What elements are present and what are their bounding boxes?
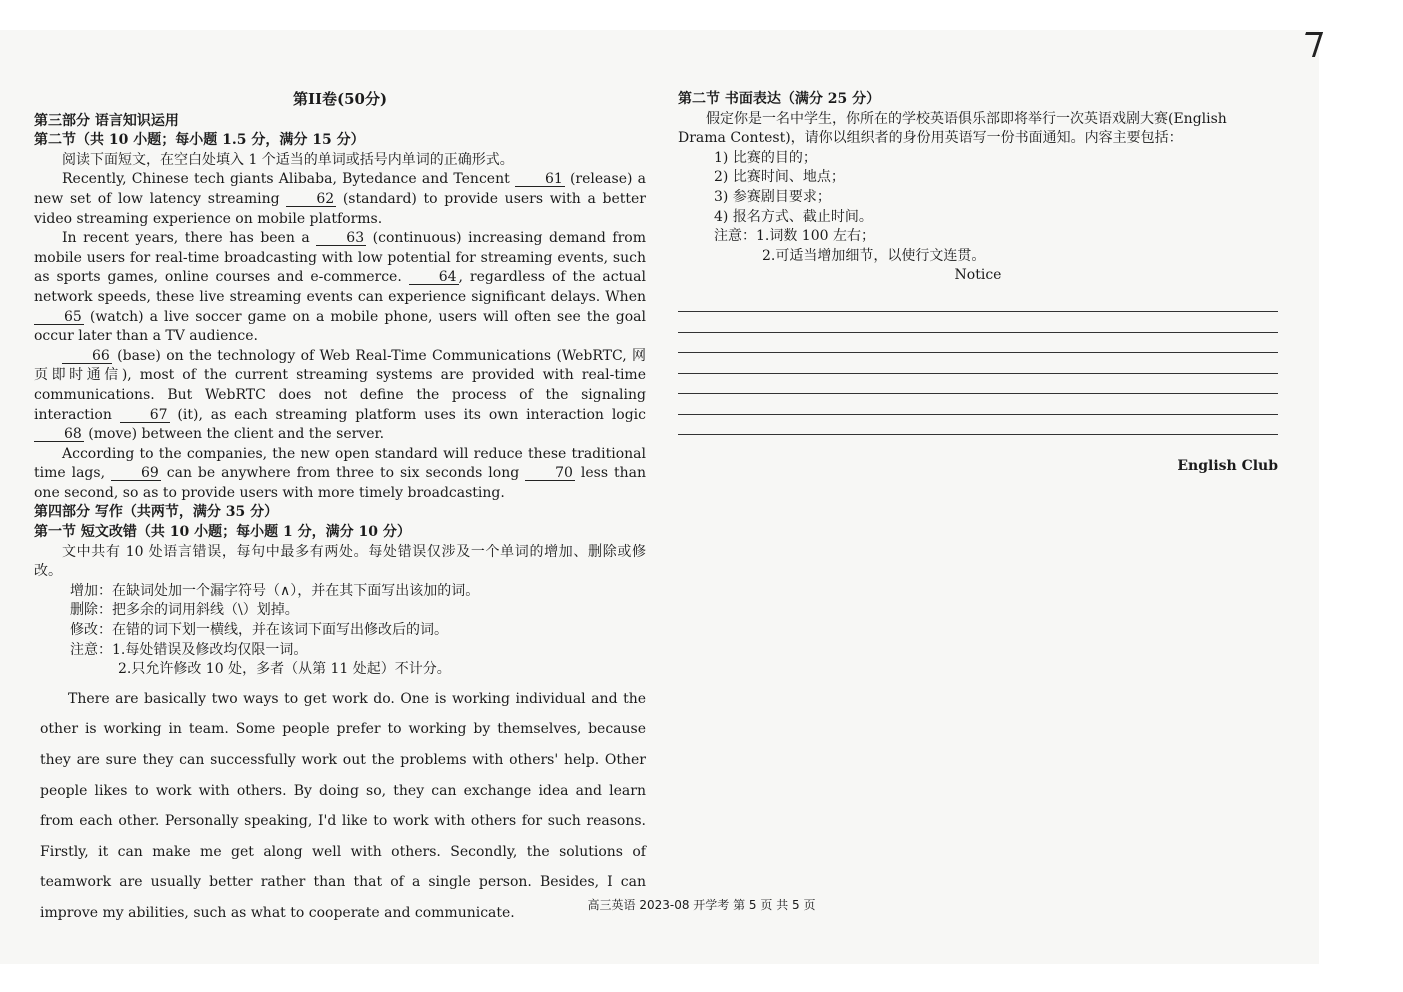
answer-line[interactable] bbox=[678, 333, 1278, 354]
passage-paragraph-1 bbox=[34, 170, 646, 229]
answer-line[interactable] bbox=[678, 394, 1278, 415]
passage-text: (standard) to provide users with a better video streaming experience on mobile platforms. bbox=[34, 190, 646, 227]
writing-note-1: 注意：1.词数 100 左右； bbox=[714, 228, 875, 245]
requirement-item-3: 3) 参赛剧目要求； bbox=[714, 188, 831, 205]
writing-prompt: 假定你是一名中学生，你所在的学校英语俱乐部即将举行一次英语戏剧大赛(English Drama Contest)，请你以组织者的身份用英语写一份书面通知。内容主要包括： bbox=[678, 110, 1227, 147]
requirement-item-1: 1) 比赛的目的； bbox=[714, 149, 817, 166]
scan-border-right bbox=[1319, 0, 1403, 992]
passage-text: (move) between the client and the server. bbox=[83, 426, 385, 443]
answer-line[interactable] bbox=[678, 292, 1278, 313]
blank-63[interactable]: 63 bbox=[316, 231, 366, 246]
rule-add: 增加：在缺词处加一个漏字符号（∧），并在其下面写出该加的词。 bbox=[70, 582, 480, 599]
answer-line[interactable] bbox=[678, 353, 1278, 374]
rule-modify: 修改：在错的词下划一横线，并在该词下面写出修改后的词。 bbox=[70, 622, 448, 639]
passage-text: According to the companies, the new open standard will reduce these traditional time lags, bbox=[34, 445, 646, 482]
part4-heading: 第四部分 写作（共两节，满分 35 分） bbox=[34, 504, 279, 521]
blank-66[interactable]: 66 bbox=[62, 349, 112, 364]
blank-62[interactable]: 62 bbox=[286, 192, 336, 207]
blank-65[interactable]: 65 bbox=[34, 310, 84, 325]
passage-text: less than one second, so as to provide users with more timely broadcasting. bbox=[34, 465, 646, 501]
passage-text: (release) a new set of low latency streaming bbox=[34, 171, 647, 207]
blank-67[interactable]: 67 bbox=[120, 408, 170, 423]
passage-text: In recent years, there has been a bbox=[62, 230, 317, 247]
answer-line[interactable] bbox=[678, 374, 1278, 395]
correction-instruction: 文中共有 10 处语言错误，每句中最多有两处。每处错误仅涉及一个单词的增加、删除或修改。 bbox=[34, 543, 646, 580]
blank-68[interactable]: 68 bbox=[34, 427, 84, 442]
passage-text: can be anywhere from three to six seconds long bbox=[160, 465, 526, 482]
left-column bbox=[34, 90, 646, 929]
rule-delete: 删除：把多余的词用斜线（\）划掉。 bbox=[70, 602, 299, 619]
scan-border-bottom bbox=[0, 964, 1403, 992]
answer-line[interactable] bbox=[678, 415, 1278, 436]
answer-line[interactable] bbox=[678, 312, 1278, 333]
passage-text: (it), as each streaming platform uses its own interaction logic bbox=[169, 406, 647, 423]
requirement-item-2: 2) 比赛时间、地点； bbox=[714, 169, 845, 186]
notice-title: Notice bbox=[954, 267, 1002, 284]
blank-61[interactable]: 61 bbox=[515, 172, 565, 187]
page-footer: 高三英语 2023-08 开学考 第 5 页 共 5 页 bbox=[587, 898, 816, 912]
requirement-item-4: 4) 报名方式、截止时间。 bbox=[714, 208, 873, 225]
passage-paragraph-4 bbox=[34, 445, 646, 504]
paper-title: 第II卷(50分) bbox=[292, 90, 388, 108]
part3-heading: 第三部分 语言知识运用 bbox=[34, 112, 179, 129]
signature: English Club bbox=[1177, 458, 1278, 475]
blank-69[interactable]: 69 bbox=[111, 466, 161, 481]
right-column bbox=[678, 90, 1278, 477]
cloze-instruction: 阅读下面短文，在空白处填入 1 个适当的单词或括号内单词的正确形式。 bbox=[62, 151, 514, 168]
answer-lines bbox=[678, 292, 1278, 436]
correction-note-2: 2.只允许修改 10 处，多者（从第 11 处起）不计分。 bbox=[118, 661, 451, 678]
blank-64[interactable]: 64 bbox=[409, 270, 459, 285]
passage-paragraph-3 bbox=[34, 347, 646, 445]
writing-section-heading: 第二节 书面表达（满分 25 分） bbox=[678, 91, 881, 107]
passage-text: (base) on the technology of Web Real-Time Communications (WebRTC, 网页即时通信), most of the current streaming systems are provided with real-time communications. But WebRTC does not define the process of the signaling interaction bbox=[34, 347, 646, 423]
section2-heading: 第二节（共 10 小题；每小题 1.5 分，满分 15 分） bbox=[34, 132, 365, 149]
passage-text: (continuous) increasing demand from mobile users for real-time broadcasting with low potential for streaming events, such as sports games, online courses and e-commerce. bbox=[34, 230, 646, 286]
writing-note-2: 2.可适当增加细节，以使行文连贯。 bbox=[762, 247, 986, 264]
passage-text: Recently, Chinese tech giants Alibaba, Bytedance and Tencent bbox=[62, 171, 515, 188]
section1-heading: 第一节 短文改错（共 10 小题；每小题 1 分，满分 10 分） bbox=[34, 524, 411, 541]
passage-text: (watch) a live soccer game on a mobile phone, users will often see the goal occur later than a TV audience. bbox=[34, 308, 646, 345]
passage-text: , regardless of the actual network speeds, these live streaming events can experience significant delays. When bbox=[34, 269, 646, 305]
scan-border-top bbox=[0, 0, 1403, 30]
passage-paragraph-2 bbox=[34, 229, 646, 347]
blank-70[interactable]: 70 bbox=[525, 466, 575, 481]
correction-note-1: 注意：1.每处错误及修改均仅限一词。 bbox=[70, 641, 308, 658]
error-correction-essay: There are basically two ways to get work do. One is working individual and the other is working in team. Some people prefer to working by themselves, because they are sure they can successfully work out the problems with others' help. Other people likes to work with others. By doing so, they can exchange idea and learn from each other. Personally speaking, I'd like to work with others for such reasons. Firstly, it can make me get along well with others. Secondly, the solutions of teamwork are usually better rather than that of a single person. Besides, I can improve my abilities, such as what to cooperate and communicate. bbox=[40, 690, 646, 921]
